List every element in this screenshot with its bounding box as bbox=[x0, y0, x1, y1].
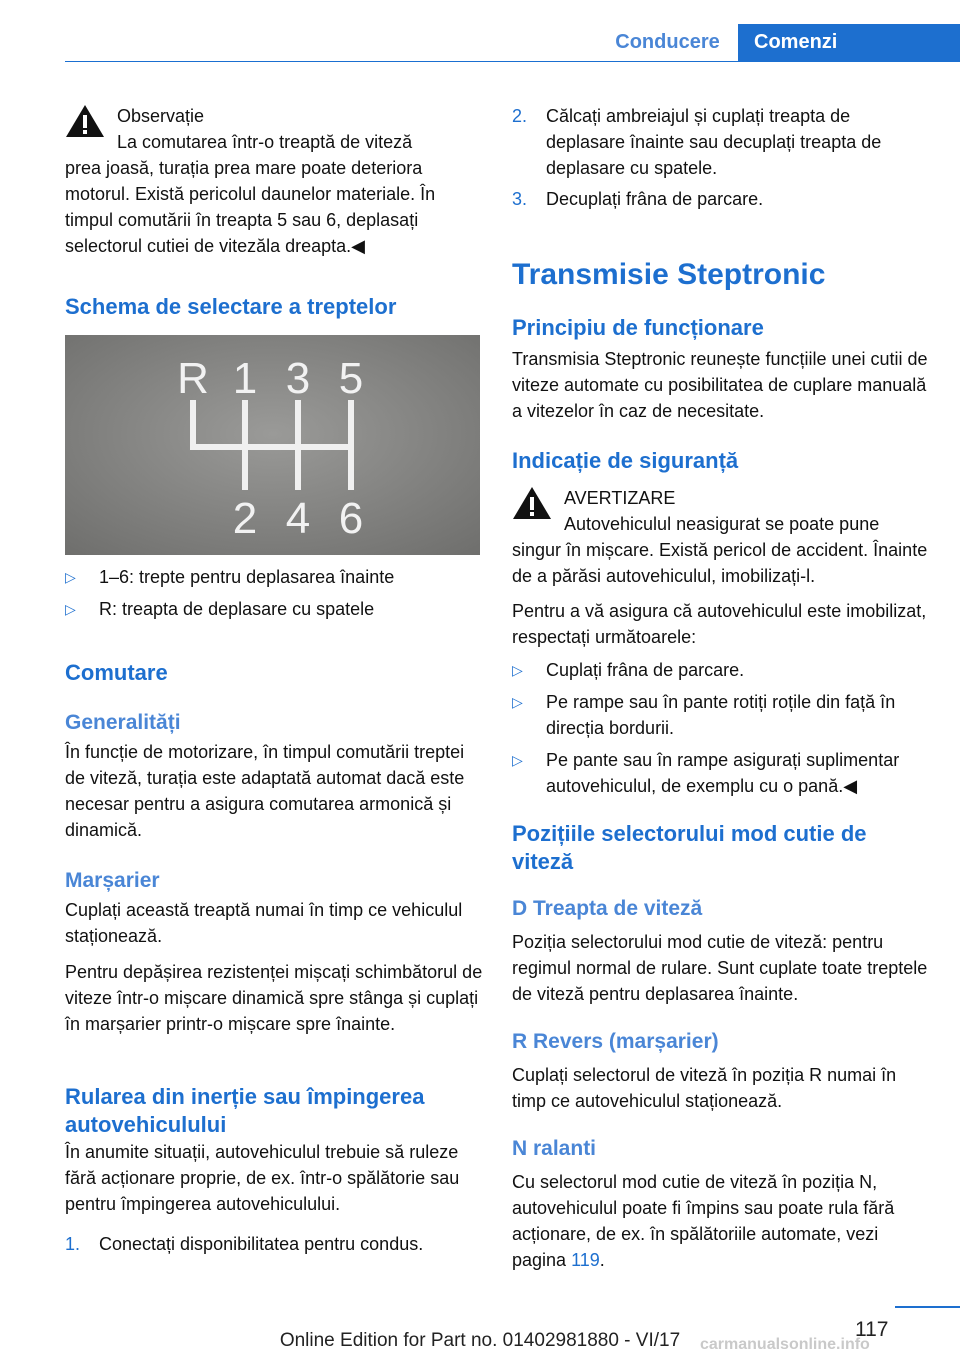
step-text: Călcați ambreiajul și cuplați treapta de deplasare înainte sau decuplați treapta de deplasare cu spatele. bbox=[546, 106, 882, 178]
d-text: Poziția selectorului mod cutie de viteză: pentru regimul normal de rulare. Sunt cuplate toate treptele de viteză pentru deplasarea înainte. bbox=[512, 932, 928, 1004]
note-text: prea joasă, turația prea mare poate deteriora motorul. Există pericolul daunelor materiale. În timpul comutării în treapta 5 sau 6, deplasați selectorul cutiei de vitezăla dreapta.◀ bbox=[65, 158, 436, 256]
bullet-text: Pe rampe sau în pante rotiți roțile din față în direcția bordurii. bbox=[546, 692, 896, 738]
gear-label: 6 bbox=[338, 494, 364, 543]
watermark: carmanualsonline.info bbox=[700, 1336, 870, 1353]
marsarier-text-2: Pentru depășirea rezistenței mișcați schimbătorul de viteze într-o mișcare dinamică spre stânga și cuplați în marșarier printr-o mișcare spre înainte. bbox=[65, 962, 483, 1034]
r-heading: R Revers (marșarier) bbox=[512, 1030, 719, 1053]
step-number: 3. bbox=[512, 189, 528, 209]
warning-icon bbox=[65, 103, 105, 139]
bullet-text: Cuplați frâna de parcare. bbox=[546, 660, 745, 680]
gear-bullets bbox=[65, 564, 483, 622]
page-section-title: Transmisie Steptronic bbox=[512, 258, 826, 291]
page-link[interactable]: 119 bbox=[571, 1250, 600, 1270]
warning-icon bbox=[512, 485, 552, 521]
comutare-heading: Comutare bbox=[65, 660, 168, 685]
page-number: 117 bbox=[855, 1318, 889, 1341]
tab-comenzi[interactable]: Comenzi bbox=[738, 24, 960, 61]
list-item bbox=[65, 564, 483, 596]
pozitii-heading: Pozițiile selectorului mod cutie de viteză bbox=[512, 821, 867, 874]
n-heading: N ralanti bbox=[512, 1137, 597, 1160]
gear-shift-diagram bbox=[65, 335, 480, 555]
marsarier-text-1: Cuplați această treaptă numai în timp ce vehiculul staționează. bbox=[65, 900, 463, 946]
n-text-end: . bbox=[599, 1250, 605, 1270]
bullet-text: 1–6: trepte pentru deplasarea înainte bbox=[99, 567, 395, 587]
step-1 bbox=[65, 1231, 483, 1257]
warning-title: AVERTIZARE bbox=[564, 488, 676, 508]
step-text: Conectați disponibilitatea pentru condus. bbox=[99, 1234, 424, 1254]
list-item bbox=[65, 596, 483, 622]
gear-label: 1 bbox=[232, 354, 258, 403]
header-rule bbox=[65, 61, 960, 62]
warning-block bbox=[512, 485, 930, 589]
bullet-marker: ▷ bbox=[512, 694, 523, 710]
gear-label: 5 bbox=[338, 354, 364, 403]
gear-label: 3 bbox=[285, 354, 311, 403]
bullet-marker: ▷ bbox=[65, 601, 76, 617]
step-3 bbox=[512, 186, 930, 212]
gear-label: R bbox=[177, 354, 209, 403]
principiu-text: Transmisia Steptronic reunește funcțiile unei cutii de viteze automate cu posibilitatea de cuplare manuală a vitezelor în caz de necesitate. bbox=[512, 349, 928, 421]
n-text bbox=[512, 1169, 930, 1273]
bullet-text: R: treapta de deplasare cu spatele bbox=[99, 599, 375, 619]
note-line1: La comutarea într-o treaptă de viteză bbox=[117, 132, 413, 152]
bullet-marker: ▷ bbox=[65, 569, 76, 585]
gear-label: 4 bbox=[285, 494, 311, 543]
schema-heading: Schema de selectare a treptelor bbox=[65, 294, 397, 319]
asigura-text: Pentru a vă asigura că autovehiculul este imobilizat, respectați următoarele: bbox=[512, 601, 927, 647]
principiu-heading: Principiu de funcționare bbox=[512, 315, 764, 340]
step-number: 2. bbox=[512, 106, 528, 126]
step-2 bbox=[512, 103, 930, 181]
d-heading: D Treapta de viteză bbox=[512, 897, 703, 920]
gear-label: 2 bbox=[232, 494, 258, 543]
rulare-text: În anumite situații, autovehiculul trebuie să ruleze fără acționare proprie, de ex. într-o spălătorie sau pentru împingerea autovehiculului. bbox=[65, 1142, 460, 1214]
warning-text: singur în mișcare. Există pericol de accident. Înainte de a părăsi autovehiculul, imobilizați-l. bbox=[512, 540, 928, 586]
n-text-body: Cu selectorul mod cutie de viteză în poziția N, autovehiculul poate fi împins sau poate rula fără acționare, de ex. în spălătoriile automate, vezi pagina bbox=[512, 1172, 895, 1270]
edition-footer: Online Edition for Part no. 01402981880 - VI/17 bbox=[279, 1330, 681, 1351]
warning-line1: Autovehiculul neasigurat se poate pune bbox=[564, 514, 880, 534]
indicatie-heading: Indicație de siguranță bbox=[512, 448, 739, 473]
r-text: Cuplați selectorul de viteză în poziția R numai în timp ce autovehiculul staționează. bbox=[512, 1065, 897, 1111]
list-item bbox=[512, 657, 930, 683]
note-title: Observație bbox=[117, 106, 205, 126]
step-number: 1. bbox=[65, 1234, 81, 1254]
tab-conducere[interactable]: Conducere bbox=[615, 31, 720, 53]
bullet-marker: ▷ bbox=[512, 752, 523, 768]
safety-bullets bbox=[512, 657, 930, 799]
generalitati-heading: Generalități bbox=[65, 711, 181, 734]
rulare-heading: Rularea din inerție sau împingerea autovehiculului bbox=[65, 1084, 425, 1137]
list-item bbox=[512, 689, 930, 741]
list-item bbox=[512, 747, 930, 799]
marsarier-heading: Marșarier bbox=[65, 869, 160, 892]
footer-rule bbox=[895, 1306, 960, 1308]
note-block bbox=[65, 103, 483, 259]
generalitati-text: În funcție de motorizare, în timpul comutării treptei de viteză, turația este adaptată automat dacă este necesar pentru a asigura comutarea armonică și dinamică. bbox=[65, 742, 465, 840]
step-text: Decuplați frâna de parcare. bbox=[546, 189, 764, 209]
bullet-marker: ▷ bbox=[512, 662, 523, 678]
bullet-text: Pe pante sau în rampe asigurați suplimentar autovehiculul, de exemplu cu o pană.◀ bbox=[546, 750, 900, 796]
